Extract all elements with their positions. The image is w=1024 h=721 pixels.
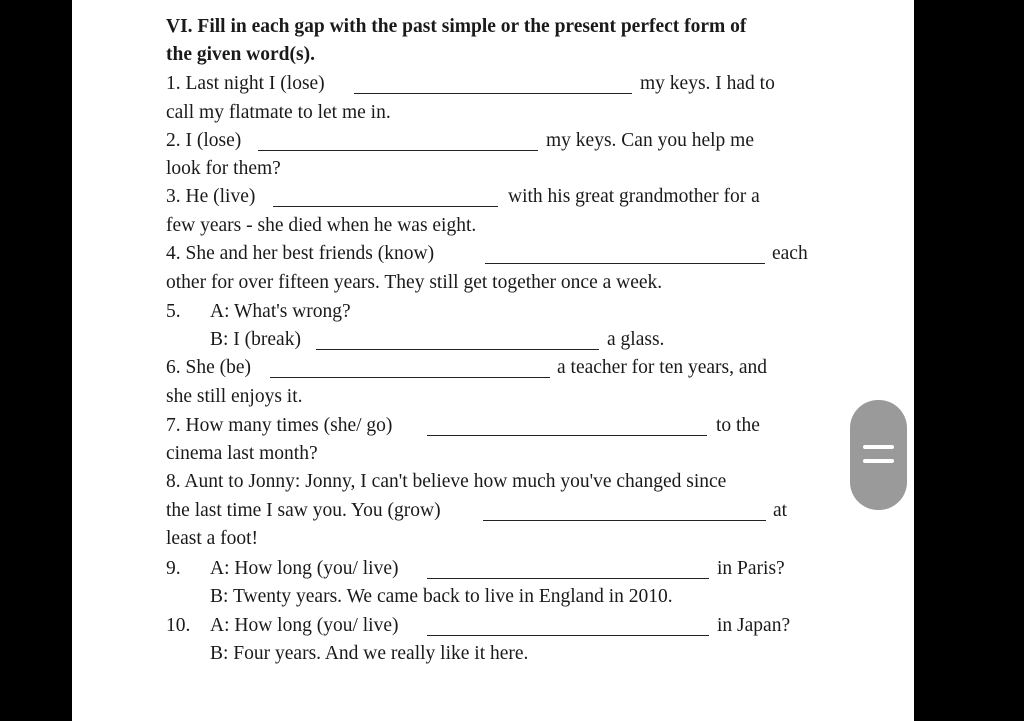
item-10-prompt: A: How long (you/ live) (210, 615, 399, 636)
item-7-blank[interactable] (427, 435, 707, 436)
item-4-prompt: 4. She and her best friends (know) (166, 243, 435, 264)
item-6-continuation: she still enjoys it. (166, 386, 303, 407)
item-3-blank[interactable] (273, 206, 498, 207)
item-2-prompt: 2. I (lose) (166, 130, 242, 151)
item-5-blank[interactable] (316, 349, 599, 350)
item-2-blank[interactable] (258, 150, 538, 151)
item-8-continuation: least a foot! (166, 528, 259, 549)
item-1-continuation: call my flatmate to let me in. (166, 102, 391, 123)
item-1-blank[interactable] (354, 93, 632, 94)
item-8-intro: 8. Aunt to Jonny: Jonny, I can't believe how much you've changed since (166, 471, 727, 492)
item-8-after: at (773, 500, 788, 521)
item-6-after: a teacher for ten years, and (557, 357, 768, 378)
item-4-continuation: other for over fifteen years. They still get together once a week. (166, 272, 663, 293)
item-3-after: with his great grandmother for a (508, 186, 760, 207)
item-9-prompt: A: How long (you/ live) (210, 558, 399, 579)
item-2-continuation: look for them? (166, 158, 281, 179)
item-7-after: to the (716, 415, 760, 436)
item-8-blank[interactable] (483, 520, 766, 521)
item-1-prompt: 1. Last night I (lose) (166, 73, 325, 94)
item-9-number: 9. (166, 558, 181, 579)
item-10-answer: B: Four years. And we really like it here. (210, 643, 529, 664)
item-1-after: my keys. I had to (640, 73, 775, 94)
item-4-blank[interactable] (485, 263, 765, 264)
item-5-number: 5. (166, 301, 181, 322)
worksheet-title: VI. Fill in each gap with the past simple or the present perfect form of (166, 16, 747, 37)
item-5-prompt: B: I (break) (210, 329, 301, 350)
item-8-prompt: the last time I saw you. You (grow) (166, 500, 441, 521)
item-9-after: in Paris? (717, 558, 785, 579)
item-5-after: a glass. (607, 329, 665, 350)
item-3-prompt: 3. He (live) (166, 186, 256, 207)
item-10-number: 10. (166, 615, 191, 636)
item-10-blank[interactable] (427, 635, 709, 636)
item-6-prompt: 6. She (be) (166, 357, 252, 378)
item-7-continuation: cinema last month? (166, 443, 318, 464)
item-2-after: my keys. Can you help me (546, 130, 754, 151)
scroll-handle[interactable] (850, 400, 907, 510)
item-10-after: in Japan? (717, 615, 791, 636)
item-3-continuation: few years - she died when he was eight. (166, 215, 477, 236)
item-6-blank[interactable] (270, 377, 550, 378)
item-9-blank[interactable] (427, 578, 709, 579)
item-7-prompt: 7. How many times (she/ go) (166, 415, 393, 436)
item-4-after: each (772, 243, 808, 264)
item-9-answer: B: Twenty years. We came back to live in England in 2010. (210, 586, 673, 607)
worksheet-title-cont: the given word(s). (166, 44, 315, 65)
item-5-question: A: What's wrong? (210, 301, 351, 322)
